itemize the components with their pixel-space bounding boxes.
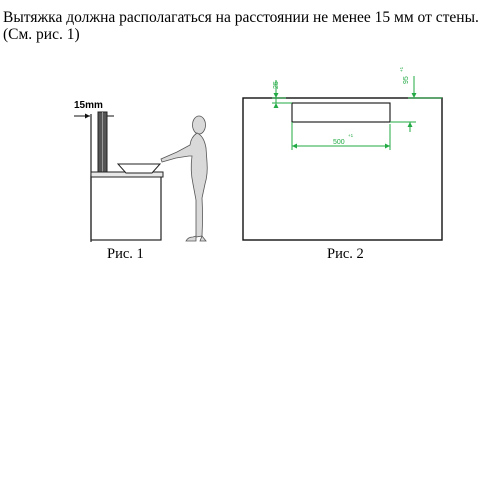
arrow-head-icon bbox=[292, 144, 297, 149]
dimension-500-label: 500 bbox=[333, 139, 345, 146]
sink-bowl bbox=[118, 164, 160, 173]
figure-2-caption: Рис. 2 bbox=[327, 246, 364, 262]
arrow-head-icon bbox=[274, 103, 279, 108]
instruction-text bbox=[3, 9, 498, 43]
figure-1-caption: Рис. 1 bbox=[107, 246, 144, 262]
instruction-line-1: Вытяжка должна располагаться на расстоянии не менее 15 мм от стены. bbox=[3, 9, 479, 26]
dimension-95-tolerance: +1 bbox=[399, 66, 404, 72]
dimension-500-tolerance: +1 bbox=[348, 133, 354, 138]
arrow-head-icon bbox=[385, 144, 390, 149]
arrow-head-icon bbox=[85, 114, 90, 119]
figure-2-drawing bbox=[238, 62, 448, 244]
arrow-head-icon bbox=[408, 122, 413, 127]
dimension-15mm-label: 15mm bbox=[74, 100, 103, 111]
counter-cabinet bbox=[91, 176, 161, 240]
arrow-head-icon bbox=[412, 93, 417, 98]
dimension-95-label: 95 bbox=[403, 76, 410, 84]
arrow-head-icon bbox=[274, 93, 279, 98]
cutout-rectangle bbox=[292, 103, 390, 122]
dimension-25-label: 25 bbox=[273, 81, 280, 89]
person-silhouette bbox=[161, 116, 207, 241]
instruction-line-2: (См. рис. 1) bbox=[3, 26, 80, 43]
figure-1-illustration bbox=[72, 96, 217, 246]
